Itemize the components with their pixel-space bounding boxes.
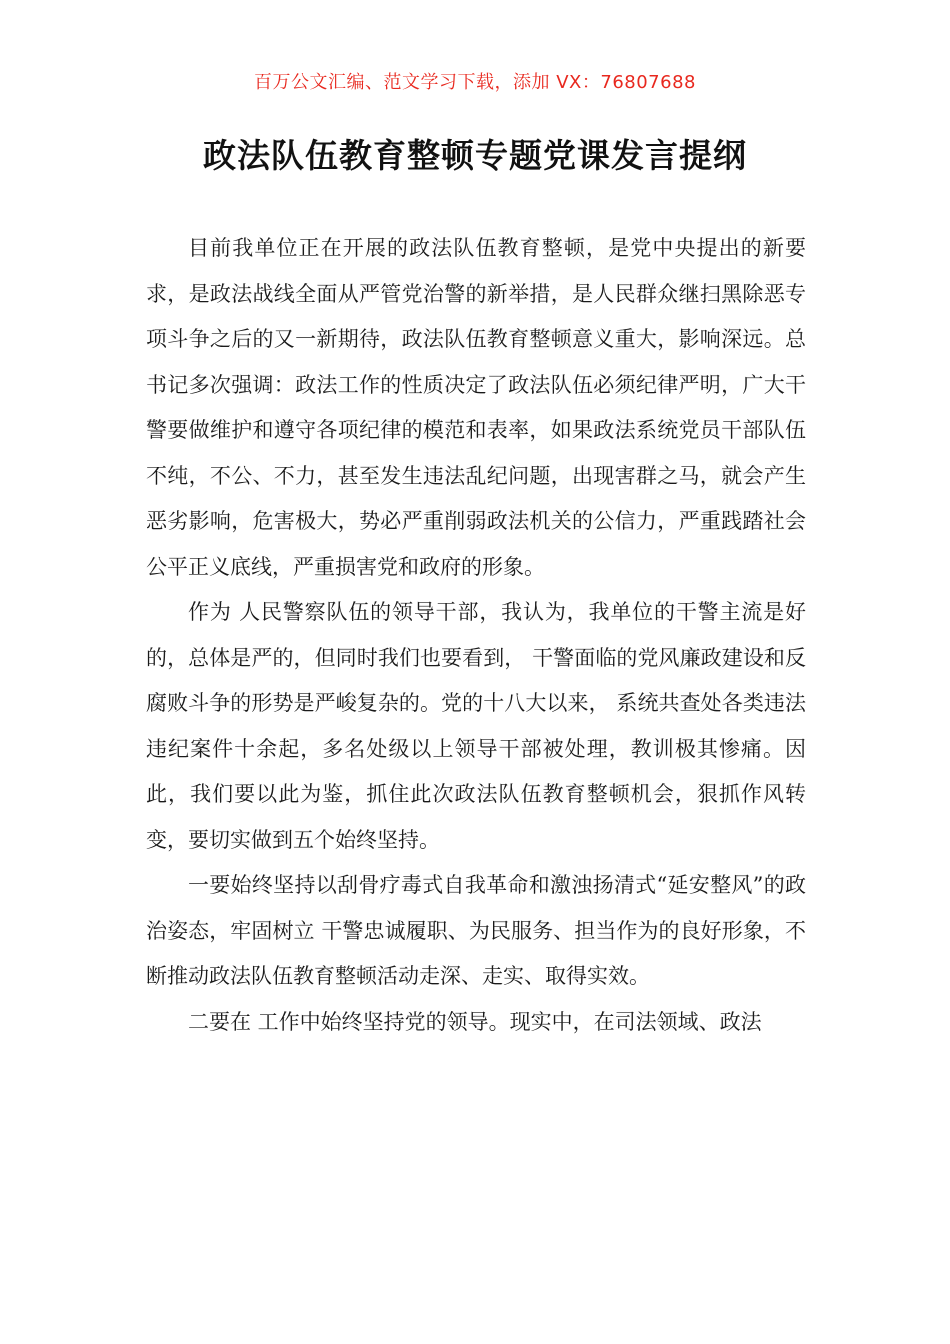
download-notice: 百万公文汇编、范文学习下载，添加 VX：76807688 bbox=[254, 72, 696, 93]
document-title: 政法队伍教育整顿专题党课发言提纲 bbox=[203, 136, 747, 175]
paragraph: 目前我单位正在开展的政法队伍教育整顿，是党中央提出的新要求，是政法战线全面从严管党治警的新举措，是人民群众继扫黑除恶专项斗争之后的又一新期待，政法队伍教育整顿意义重大，影响深远。总书记多次强调：政法工作的性质决定了政法队伍必须纪律严明，广大干警要做维护和遵守各项纪律的模范和表率，如果政法系统党员干部队伍不纯，不公、不力，甚至发生违法乱纪问题，出现害群之马，就会产生恶劣影响，危害极大，势必严重削弱政法机关的公信力，严重践踏社会公平正义底线，严重损害党和政府的形象。 bbox=[146, 236, 806, 579]
paragraph: 一要始终坚持以刮骨疗毒式自我革命和激浊扬清式“延安整风”的政治姿态，牢固树立 干警忠诚履职、为民服务、担当作为的良好形象，不断推动政法队伍教育整顿活动走深、走实、取得实效。 bbox=[146, 873, 806, 988]
document-body bbox=[146, 226, 806, 1045]
paragraph: 二要在 工作中始终坚持党的领导。现实中，在司法领域、政法 bbox=[188, 1009, 762, 1034]
paragraph: 作为 人民警察队伍的领导干部，我认为，我单位的干警主流是好的，总体是严的，但同时我们也要看到， 干警面临的党风廉政建设和反腐败斗争的形势是严峻复杂的。党的十八大以来， 系统共查处各类违法违纪案件十余起，多名处级以上领导干部被处理，教训极其惨痛。因此，我们要以此为鉴，抓住此次政法队伍教育整顿机会，狠抓作风转变，要切实做到五个始终坚持。 bbox=[146, 600, 806, 852]
